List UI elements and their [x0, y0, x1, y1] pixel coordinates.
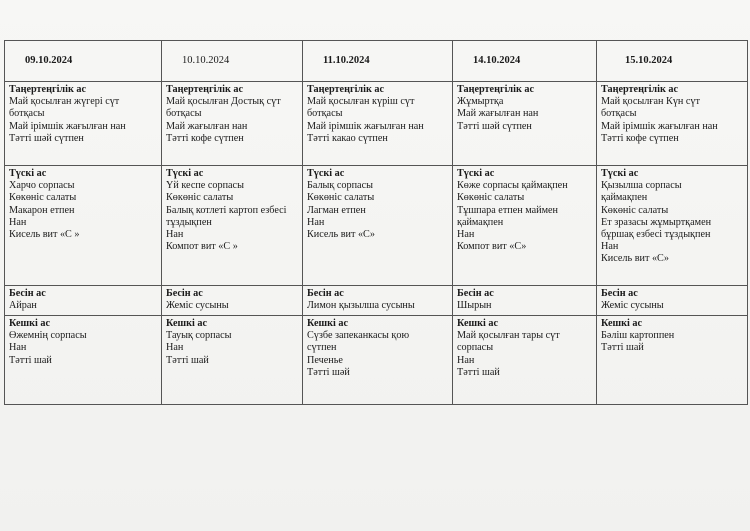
meal-title: Кешкі ас: [307, 318, 348, 329]
menu-cell: [162, 316, 303, 405]
dish-line: қаймақпен: [457, 216, 504, 228]
menu-cell: [5, 286, 162, 316]
dish-line: Көкөніс салаты: [457, 192, 525, 204]
date-label: 11.10.2024: [323, 54, 370, 66]
meal-title: Түскі ас: [307, 168, 345, 179]
dish-line: бұршақ езбесі тұздықпен: [601, 229, 711, 241]
menu-cell: [303, 166, 453, 286]
dish-line: Көкөніс салаты: [307, 192, 375, 204]
meal-title: Кешкі ас: [9, 318, 50, 329]
menu-cell: [597, 316, 748, 405]
dish-line: Нан: [9, 216, 27, 228]
meal-title: Таңертеңгілік ас: [601, 84, 678, 95]
menu-cell: [5, 166, 162, 286]
meal-title: Түскі ас: [457, 168, 495, 179]
date-label: 14.10.2024: [473, 54, 521, 66]
dish-line: Көкөніс салаты: [166, 192, 234, 204]
meal-title: Бесін ас: [457, 288, 494, 299]
weekly-menu-table: [4, 40, 748, 405]
menu-cell: [162, 286, 303, 316]
dish-line: Көкөніс салаты: [9, 192, 77, 204]
meal-title: Бесін ас: [166, 288, 203, 299]
dish-line: Тәтті какао сүтпен: [307, 132, 388, 144]
menu-cell: [453, 166, 597, 286]
dish-line: Май ірімшік жағылған нан: [307, 120, 424, 132]
menu-cell: [453, 82, 597, 166]
dish-line: Кисель вит «С »: [9, 229, 80, 241]
dish-line: Компот вит «С»: [457, 241, 527, 253]
meal-title: Таңертеңгілік ас: [166, 84, 243, 95]
dish-line: Жеміс сусыны: [601, 300, 664, 312]
dish-line: Тәтті шәй сүтпен: [9, 132, 84, 144]
dish-line: Балық котлеті картоп езбесі: [166, 204, 287, 216]
menu-cell: [453, 316, 597, 405]
breakfast-row: [5, 82, 748, 166]
dish-line: Қызылша сорпасы: [601, 180, 682, 192]
meal-title: Түскі ас: [166, 168, 204, 179]
dish-line: Нан: [601, 241, 619, 253]
dish-line: Нан: [166, 342, 184, 354]
dish-line: Тәтті шай: [9, 354, 52, 366]
dish-line: ботқасы: [9, 108, 45, 120]
menu-cell: [303, 82, 453, 166]
dish-line: Жеміс сусыны: [166, 300, 229, 312]
dish-line: Май ірімшік жағылған нан: [9, 120, 126, 132]
meal-title: Түскі ас: [9, 168, 47, 179]
dish-line: Май ірімшік жағылған нан: [601, 120, 718, 132]
dish-line: қаймақпен: [601, 192, 648, 204]
dish-line: тұздықпен: [166, 216, 212, 228]
menu-cell: [597, 166, 748, 286]
meal-title: Таңертеңгілік ас: [307, 84, 384, 95]
date-label: 15.10.2024: [625, 54, 673, 66]
dish-line: Май жағылған нан: [166, 120, 248, 132]
dish-line: Тәтті шәй сүтпен: [457, 120, 532, 132]
dish-line: Харчо сорпасы: [9, 180, 75, 192]
lunch-row: [5, 166, 748, 286]
dish-line: Жұмыртқа: [457, 96, 504, 108]
date-cell: [597, 41, 748, 82]
dish-line: ботқасы: [307, 108, 343, 120]
dish-line: Кисель вит «С»: [601, 253, 669, 265]
date-cell: [303, 41, 453, 82]
dish-line: Лимон қызылша сусыны: [307, 300, 415, 312]
dish-line: Тәтті шай: [166, 354, 209, 366]
menu-cell: [303, 316, 453, 405]
meal-title: Таңертеңгілік ас: [9, 84, 86, 95]
menu-cell: [5, 316, 162, 405]
date-cell: [453, 41, 597, 82]
date-header-row: [5, 41, 748, 82]
dish-line: Тауық сорпасы: [166, 330, 232, 342]
dish-line: Балық сорпасы: [307, 180, 373, 192]
dish-line: Бәліш картоппен: [601, 330, 675, 342]
menu-cell: [597, 82, 748, 166]
dish-line: Нан: [457, 229, 475, 241]
dish-line: Компот вит «С »: [166, 241, 238, 253]
dish-line: Май қосылған Күн сүт: [601, 96, 700, 108]
dish-line: Печенье: [307, 354, 343, 366]
dinner-row: [5, 316, 748, 405]
dish-line: Май қосылған Достық сүт: [166, 96, 281, 108]
dish-line: Лагман етпен: [307, 204, 366, 216]
dish-line: Ет зразасы жұмыртқамен: [601, 216, 712, 228]
dish-line: Шырын: [457, 300, 492, 312]
dish-line: Тәтті шәй: [307, 366, 350, 378]
date-cell: [5, 41, 162, 82]
dish-line: Нан: [9, 342, 27, 354]
menu-cell: [303, 286, 453, 316]
menu-cell: [5, 82, 162, 166]
dish-line: Тәтті шай: [457, 366, 500, 378]
dish-line: Нан: [166, 229, 184, 241]
dish-line: Май қосылған жүгері сүт: [9, 96, 120, 108]
dish-line: сүтпен: [307, 342, 337, 354]
menu-cell: [162, 82, 303, 166]
dish-line: Айран: [9, 300, 37, 312]
dish-line: Май жағылған нан: [457, 108, 539, 120]
meal-title: Бесін ас: [9, 288, 46, 299]
meal-title: Бесін ас: [601, 288, 638, 299]
date-label: 09.10.2024: [25, 54, 73, 66]
meal-title: Таңертеңгілік ас: [457, 84, 534, 95]
date-cell: [162, 41, 303, 82]
menu-cell: [453, 286, 597, 316]
dish-line: Май қосылған тары сүт: [457, 330, 560, 342]
dish-line: Үй кеспе сорпасы: [166, 180, 244, 192]
dish-line: ботқасы: [166, 108, 202, 120]
dish-line: Сүзбе запеканкасы қою: [307, 330, 410, 342]
dish-line: Кисель вит «С»: [307, 229, 375, 241]
dish-line: Өжемнің сорпасы: [9, 330, 87, 342]
dish-line: Нан: [457, 354, 475, 366]
meal-title: Кешкі ас: [166, 318, 207, 329]
meal-title: Түскі ас: [601, 168, 639, 179]
dish-line: Тәтті шай: [601, 342, 644, 354]
dish-line: Көже сорпасы қаймақпен: [457, 180, 568, 192]
meal-title: Бесін ас: [307, 288, 344, 299]
menu-cell: [162, 166, 303, 286]
dish-line: Көкөніс салаты: [601, 204, 669, 216]
dish-line: Май қосылған күріш сүт: [307, 96, 415, 108]
menu-cell: [597, 286, 748, 316]
snack-row: [5, 286, 748, 316]
dish-line: сорпасы: [457, 342, 494, 354]
dish-line: Нан: [307, 216, 325, 228]
dish-line: Тәтті кофе сүтпен: [601, 132, 679, 144]
dish-line: ботқасы: [601, 108, 637, 120]
meal-title: Кешкі ас: [601, 318, 642, 329]
dish-line: Макарон етпен: [9, 204, 75, 216]
dish-line: Тәтті кофе сүтпен: [166, 132, 244, 144]
date-label: 10.10.2024: [182, 54, 230, 66]
meal-title: Кешкі ас: [457, 318, 498, 329]
dish-line: Тұшпара етпен маймен: [457, 204, 559, 216]
